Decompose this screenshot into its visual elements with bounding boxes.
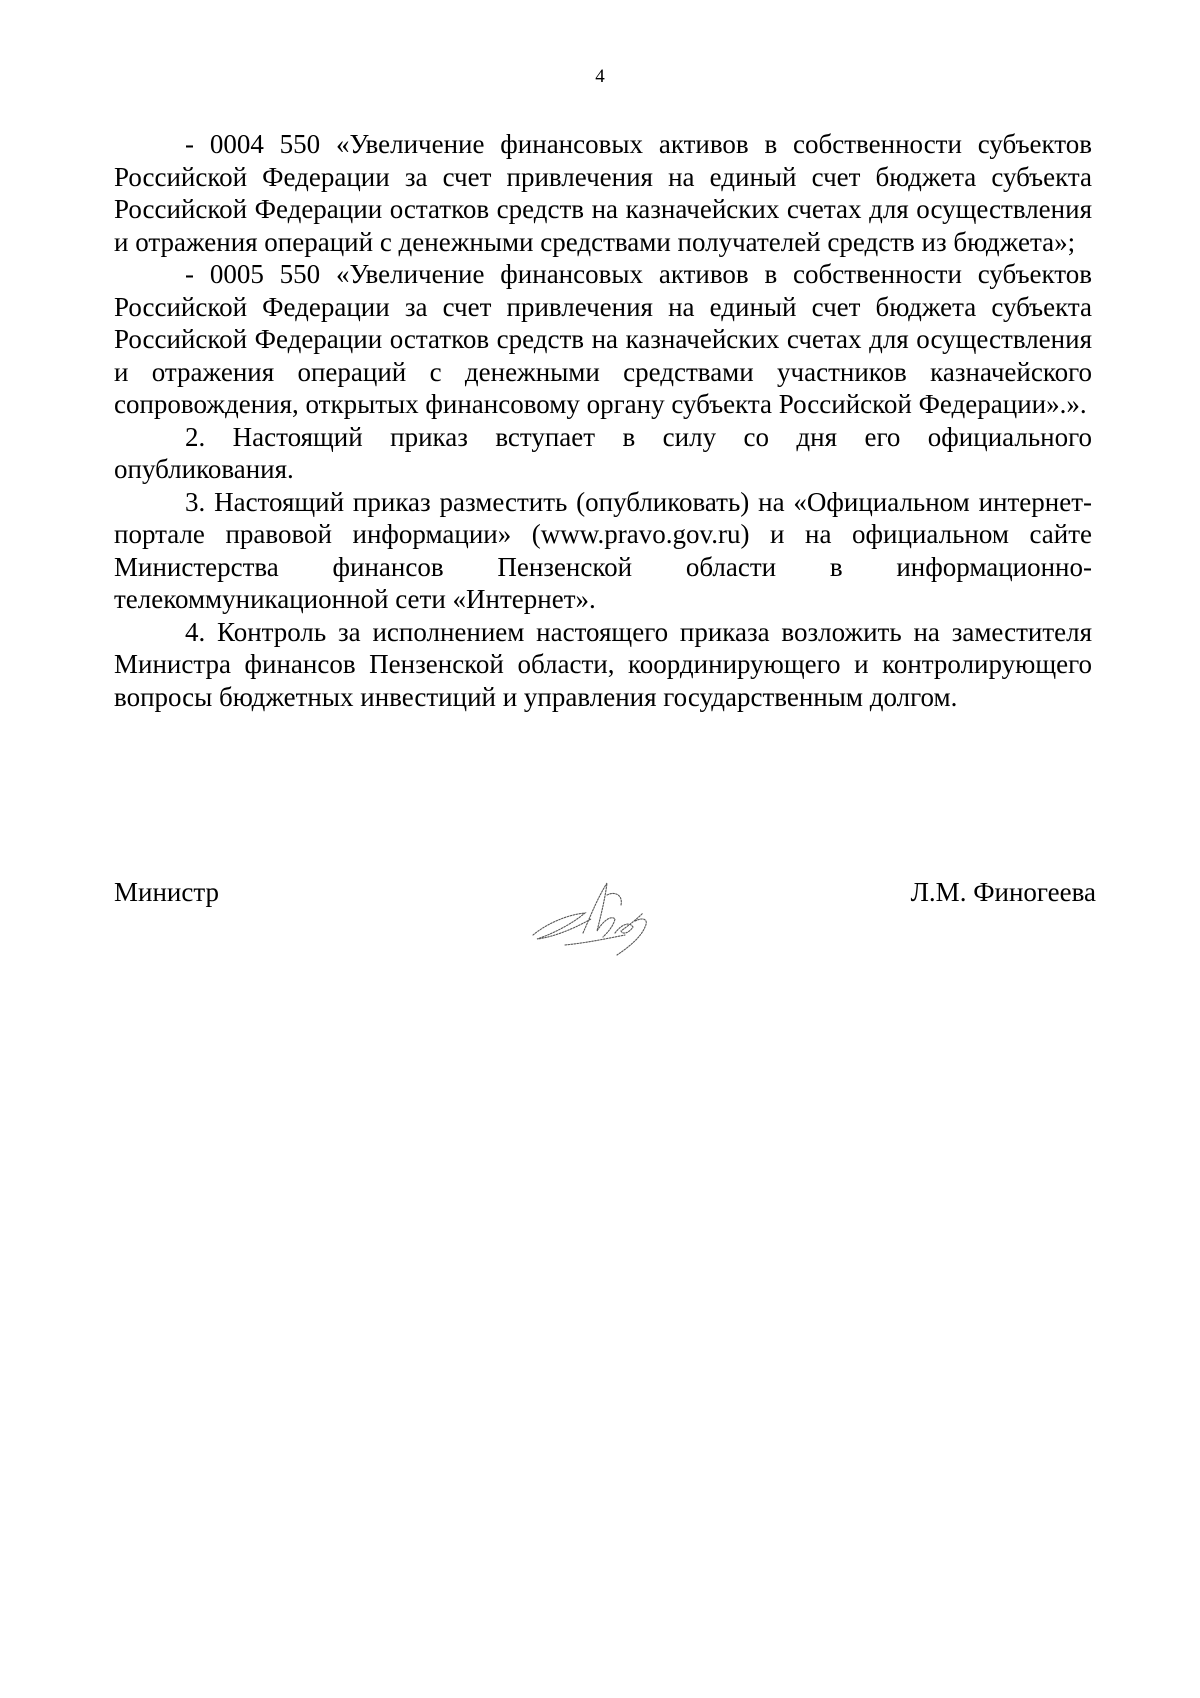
paragraph-item-3: 3. Настоящий приказ разместить (опубликовать) на «Официальном интернет-портале правовой информации» (www.pravo.gov.ru) и на официальном сайте Министерства финансов Пензенской области в информационно-телекоммуникационной сети «Интернет».: [114, 486, 1092, 614]
handwritten-signature: [525, 875, 665, 965]
paragraph-code-0005: - 0005 550 «Увеличение финансовых активов в собственности субъектов Российской Федерации за счет привлечения на единый счет бюджета субъекта Российской Федерации остатков средств на казначейских счетах для осуществления и отражения операций с денежными средствами участников казначейского сопровождения, открытых финансовому органу субъекта Российской Федерации».».: [114, 259, 1092, 419]
paragraph-item-4: 4. Контроль за исполнением настоящего приказа возложить на заместителя Министра финансов Пензенской области, координирующего и контролирующего вопросы бюджетных инвестиций и управления государственным долгом.: [114, 616, 1092, 712]
paragraph-code-0004: - 0004 550 «Увеличение финансовых активов в собственности субъектов Российской Федерации за счет привлечения на единый счет бюджета субъекта Российской Федерации остатков средств на казначейских счетах для осуществления и отражения операций с денежными средствами получателей средств из бюджета»;: [114, 129, 1092, 257]
paragraph-item-2: 2. Настоящий приказ вступает в силу со дня его официального опубликования.: [114, 421, 1092, 484]
signatory-position: Министр: [114, 877, 219, 907]
page-number: 4: [595, 66, 605, 87]
document-body: [114, 128, 1092, 713]
signatory-name: Л.М. Финогеева: [910, 877, 1096, 907]
